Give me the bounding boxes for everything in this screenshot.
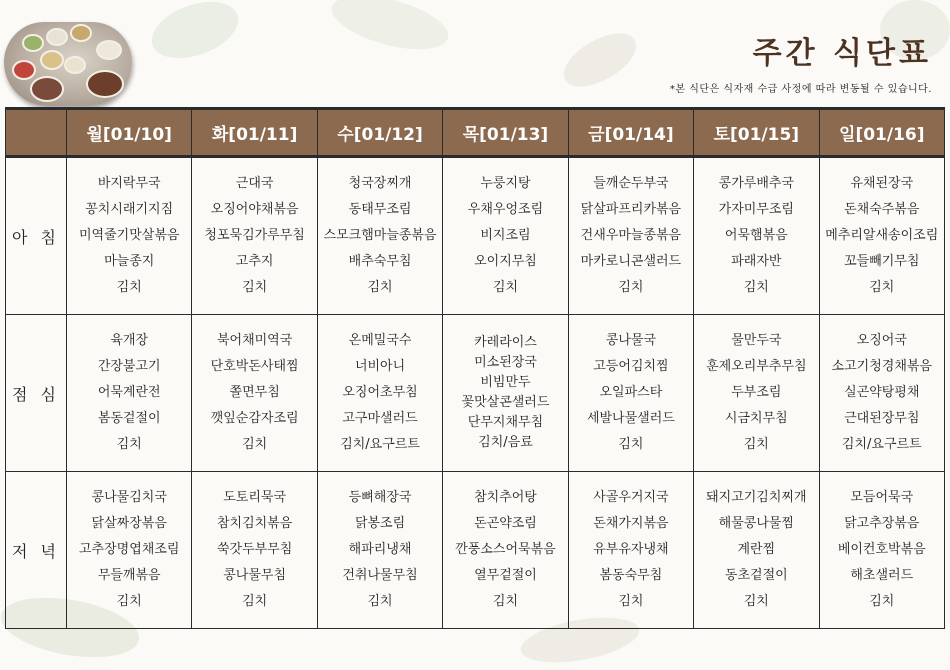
menu-item: 동초겉절이: [724, 568, 788, 584]
menu-item: 고구마샐러드: [342, 411, 418, 427]
menu-cell: [192, 472, 317, 629]
side-dish: [70, 24, 92, 42]
menu-item: 해물콩나물찜: [718, 516, 794, 532]
menu-item: 꽃맛살콘샐러드: [461, 395, 550, 411]
food-plate-illustration: [0, 20, 140, 110]
menu-item: 김치: [492, 280, 519, 296]
menu-item: 돈곤약조림: [474, 516, 537, 532]
menu-item: 동태무조림: [348, 202, 412, 218]
menu-item: 닭고추장볶음: [844, 516, 920, 532]
menu-item: 북어채미역국: [216, 333, 293, 349]
menu-item: 김치: [618, 594, 644, 610]
meal-label: 아 침: [6, 157, 67, 315]
menu-cell: [819, 315, 944, 472]
menu-item: 배추숙무침: [348, 254, 412, 270]
menu-item: 우채우엉조림: [467, 202, 544, 218]
menu-item: 김치: [618, 437, 644, 453]
menu-item: 어묵계란전: [97, 385, 161, 401]
menu-item: 단호박돈사태찜: [210, 359, 299, 375]
menu-item: 깐풍소스어묵볶음: [455, 542, 556, 558]
menu-item: 김치: [367, 280, 393, 296]
side-dish: [40, 50, 64, 70]
day-header: 화[01/11]: [192, 109, 317, 157]
menu-item: 닭살파프리카볶음: [580, 202, 682, 218]
menu-item: 열무겉절이: [474, 568, 537, 584]
menu-item: 김치: [869, 594, 895, 610]
side-dish: [86, 70, 124, 98]
menu-item: 유채된장국: [850, 176, 914, 192]
menu-item: 깻잎순감자조림: [210, 411, 299, 427]
menu-item: 김치: [743, 594, 769, 610]
menu-item: 꼬들빼기무침: [844, 254, 920, 270]
weekly-menu-table: [5, 107, 945, 629]
menu-cell: [568, 315, 693, 472]
menu-item: 김치: [116, 280, 142, 296]
menu-item: 고추장명엽채조림: [78, 542, 180, 558]
menu-item: 콩나물무침: [223, 568, 287, 584]
menu-item: 미역줄기맛살볶음: [78, 228, 180, 244]
menu-item: 근대국: [235, 176, 274, 192]
menu-item: 실곤약탕평채: [844, 385, 920, 401]
menu-item: 베이컨호박볶음: [837, 542, 926, 558]
menu-item: 닭봉조림: [354, 516, 406, 532]
menu-item: 봄동숙무침: [599, 568, 663, 584]
menu-item: 간장불고기: [97, 359, 161, 375]
menu-item: 유부유자냉채: [593, 542, 669, 558]
menu-item: 비빔만두: [480, 375, 531, 391]
menu-item: 김치: [743, 437, 769, 453]
menu-item: 콩가루배추국: [718, 176, 794, 192]
menu-item: 온메밀국수: [348, 333, 412, 349]
menu-item: 건새우마늘종볶음: [580, 228, 682, 244]
menu-item: 무들깨볶음: [97, 568, 161, 584]
day-header-row: [6, 109, 945, 157]
menu-item: 가자미무조림: [718, 202, 794, 218]
menu-item: 고등어김치찜: [593, 359, 669, 375]
menu-item: 도토리묵국: [223, 490, 287, 506]
menu-item: 청국장찌개: [348, 176, 412, 192]
menu-cell: [317, 472, 442, 629]
day-header: 목[01/13]: [443, 109, 568, 157]
meal-label: 저 녁: [6, 472, 67, 629]
menu-item: 누룽지탕: [480, 176, 531, 192]
meal-row: [6, 157, 945, 315]
menu-cell: [67, 472, 192, 629]
menu-item: 참치김치볶음: [216, 516, 293, 532]
menu-cell: [819, 157, 944, 315]
page-title: 주간 식단표: [752, 36, 932, 71]
menu-cell: [694, 315, 819, 472]
menu-item: 김치: [367, 594, 393, 610]
menu-item: 훈제오리부추무침: [706, 359, 807, 375]
menu-item: 메추리알새송이조림: [825, 228, 939, 244]
menu-cell: [317, 315, 442, 472]
menu-item: 마늘종지: [104, 254, 155, 270]
side-dish: [64, 56, 86, 74]
header-corner: [6, 109, 67, 157]
menu-item: 쑥갓두부무침: [216, 542, 293, 558]
menu-cell: [568, 157, 693, 315]
day-header: 금[01/14]: [568, 109, 693, 157]
menu-item: 소고기청경채볶음: [831, 359, 932, 375]
menu-cell: [694, 472, 819, 629]
background-leaf: [326, 0, 454, 60]
side-dish: [12, 60, 36, 80]
menu-item: 카레라이스: [474, 335, 537, 351]
menu-item: 해파리냉채: [348, 542, 412, 558]
menu-item: 김치: [869, 280, 895, 296]
side-dish: [46, 28, 68, 46]
background-leaf: [144, 0, 246, 69]
menu-item: 김치: [242, 280, 268, 296]
menu-cell: [192, 157, 317, 315]
menu-item: 김치: [242, 437, 268, 453]
menu-item: 고추지: [235, 254, 274, 270]
menu-item: 오이지무침: [474, 254, 537, 270]
menu-item: 돼지고기김치찌개: [706, 490, 807, 506]
menu-item: 닭살짜장볶음: [91, 516, 167, 532]
side-dish: [22, 34, 44, 52]
meal-row: [6, 315, 945, 472]
menu-item: 청포묵김가루무침: [204, 228, 305, 244]
side-dish: [96, 40, 122, 60]
menu-item: 스모크햄마늘종볶음: [323, 228, 437, 244]
menu-item: 콩나물김치국: [91, 490, 167, 506]
menu-item: 해초샐러드: [850, 568, 914, 584]
menu-item: 쫄면무침: [229, 385, 280, 401]
menu-item: 오징어초무침: [342, 385, 418, 401]
menu-cell: [694, 157, 819, 315]
background-leaf: [555, 23, 644, 98]
menu-item: 오일파스타: [599, 385, 663, 401]
menu-item: 건취나물무침: [342, 568, 418, 584]
meal-row: [6, 472, 945, 629]
menu-item: 참치추어탕: [474, 490, 537, 506]
menu-item: 오징어국: [856, 333, 907, 349]
menu-item: 비지조림: [480, 228, 531, 244]
menu-item: 돈채숙주볶음: [844, 202, 920, 218]
menu-item: 김치: [743, 280, 769, 296]
menu-item: 김치: [618, 280, 644, 296]
menu-item: 꽁치시래기지짐: [85, 202, 174, 218]
menu-item: 돈채가지볶음: [593, 516, 669, 532]
menu-notice: *본 식단은 식자재 수급 사정에 따라 변동될 수 있습니다.: [669, 84, 932, 95]
menu-cell: [317, 157, 442, 315]
menu-item: 콩나물국: [605, 333, 657, 349]
menu-item: 마카로니콘샐러드: [580, 254, 682, 270]
menu-item: 계란찜: [737, 542, 776, 558]
side-dish: [30, 76, 64, 102]
day-header: 수[01/12]: [317, 109, 442, 157]
menu-item: 어묵햄볶음: [724, 228, 788, 244]
menu-item: 김치: [492, 594, 519, 610]
menu-item: 들깨순두부국: [593, 176, 669, 192]
menu-cell: [443, 315, 568, 472]
menu-item: 단무지채무침: [467, 415, 544, 431]
menu-item: 물만두국: [731, 333, 782, 349]
menu-cell: [568, 472, 693, 629]
menu-item: 모듬어묵국: [850, 490, 914, 506]
menu-item: 미소된장국: [474, 355, 537, 371]
menu-item: 육개장: [110, 333, 149, 349]
day-header: 월[01/10]: [67, 109, 192, 157]
menu-item: 김치: [242, 594, 268, 610]
menu-item: 오징어야채볶음: [210, 202, 299, 218]
menu-item: 봄동겉절이: [97, 411, 161, 427]
day-header: 토[01/15]: [694, 109, 819, 157]
menu-item: 너비아니: [354, 359, 406, 375]
menu-cell: [443, 472, 568, 629]
menu-item: 시금치무침: [724, 411, 788, 427]
menu-cell: [192, 315, 317, 472]
menu-item: 김치/요구르트: [841, 437, 922, 453]
menu-item: 등뼈해장국: [348, 490, 412, 506]
day-header: 일[01/16]: [819, 109, 944, 157]
menu-cell: [67, 315, 192, 472]
menu-item: 두부조림: [731, 385, 782, 401]
menu-item: 김치/요구르트: [340, 437, 420, 453]
menu-item: 김치/음료: [478, 435, 533, 451]
meal-label: 점 심: [6, 315, 67, 472]
menu-cell: [67, 157, 192, 315]
menu-item: 세발나물샐러드: [586, 411, 675, 427]
menu-item: 근대된장무침: [844, 411, 920, 427]
menu-item: 김치: [116, 437, 142, 453]
menu-item: 바지락무국: [97, 176, 161, 192]
menu-item: 김치: [116, 594, 142, 610]
menu-cell: [819, 472, 944, 629]
menu-item: 사골우거지국: [593, 490, 669, 506]
menu-item: 파래자반: [731, 254, 782, 270]
menu-cell: [443, 157, 568, 315]
